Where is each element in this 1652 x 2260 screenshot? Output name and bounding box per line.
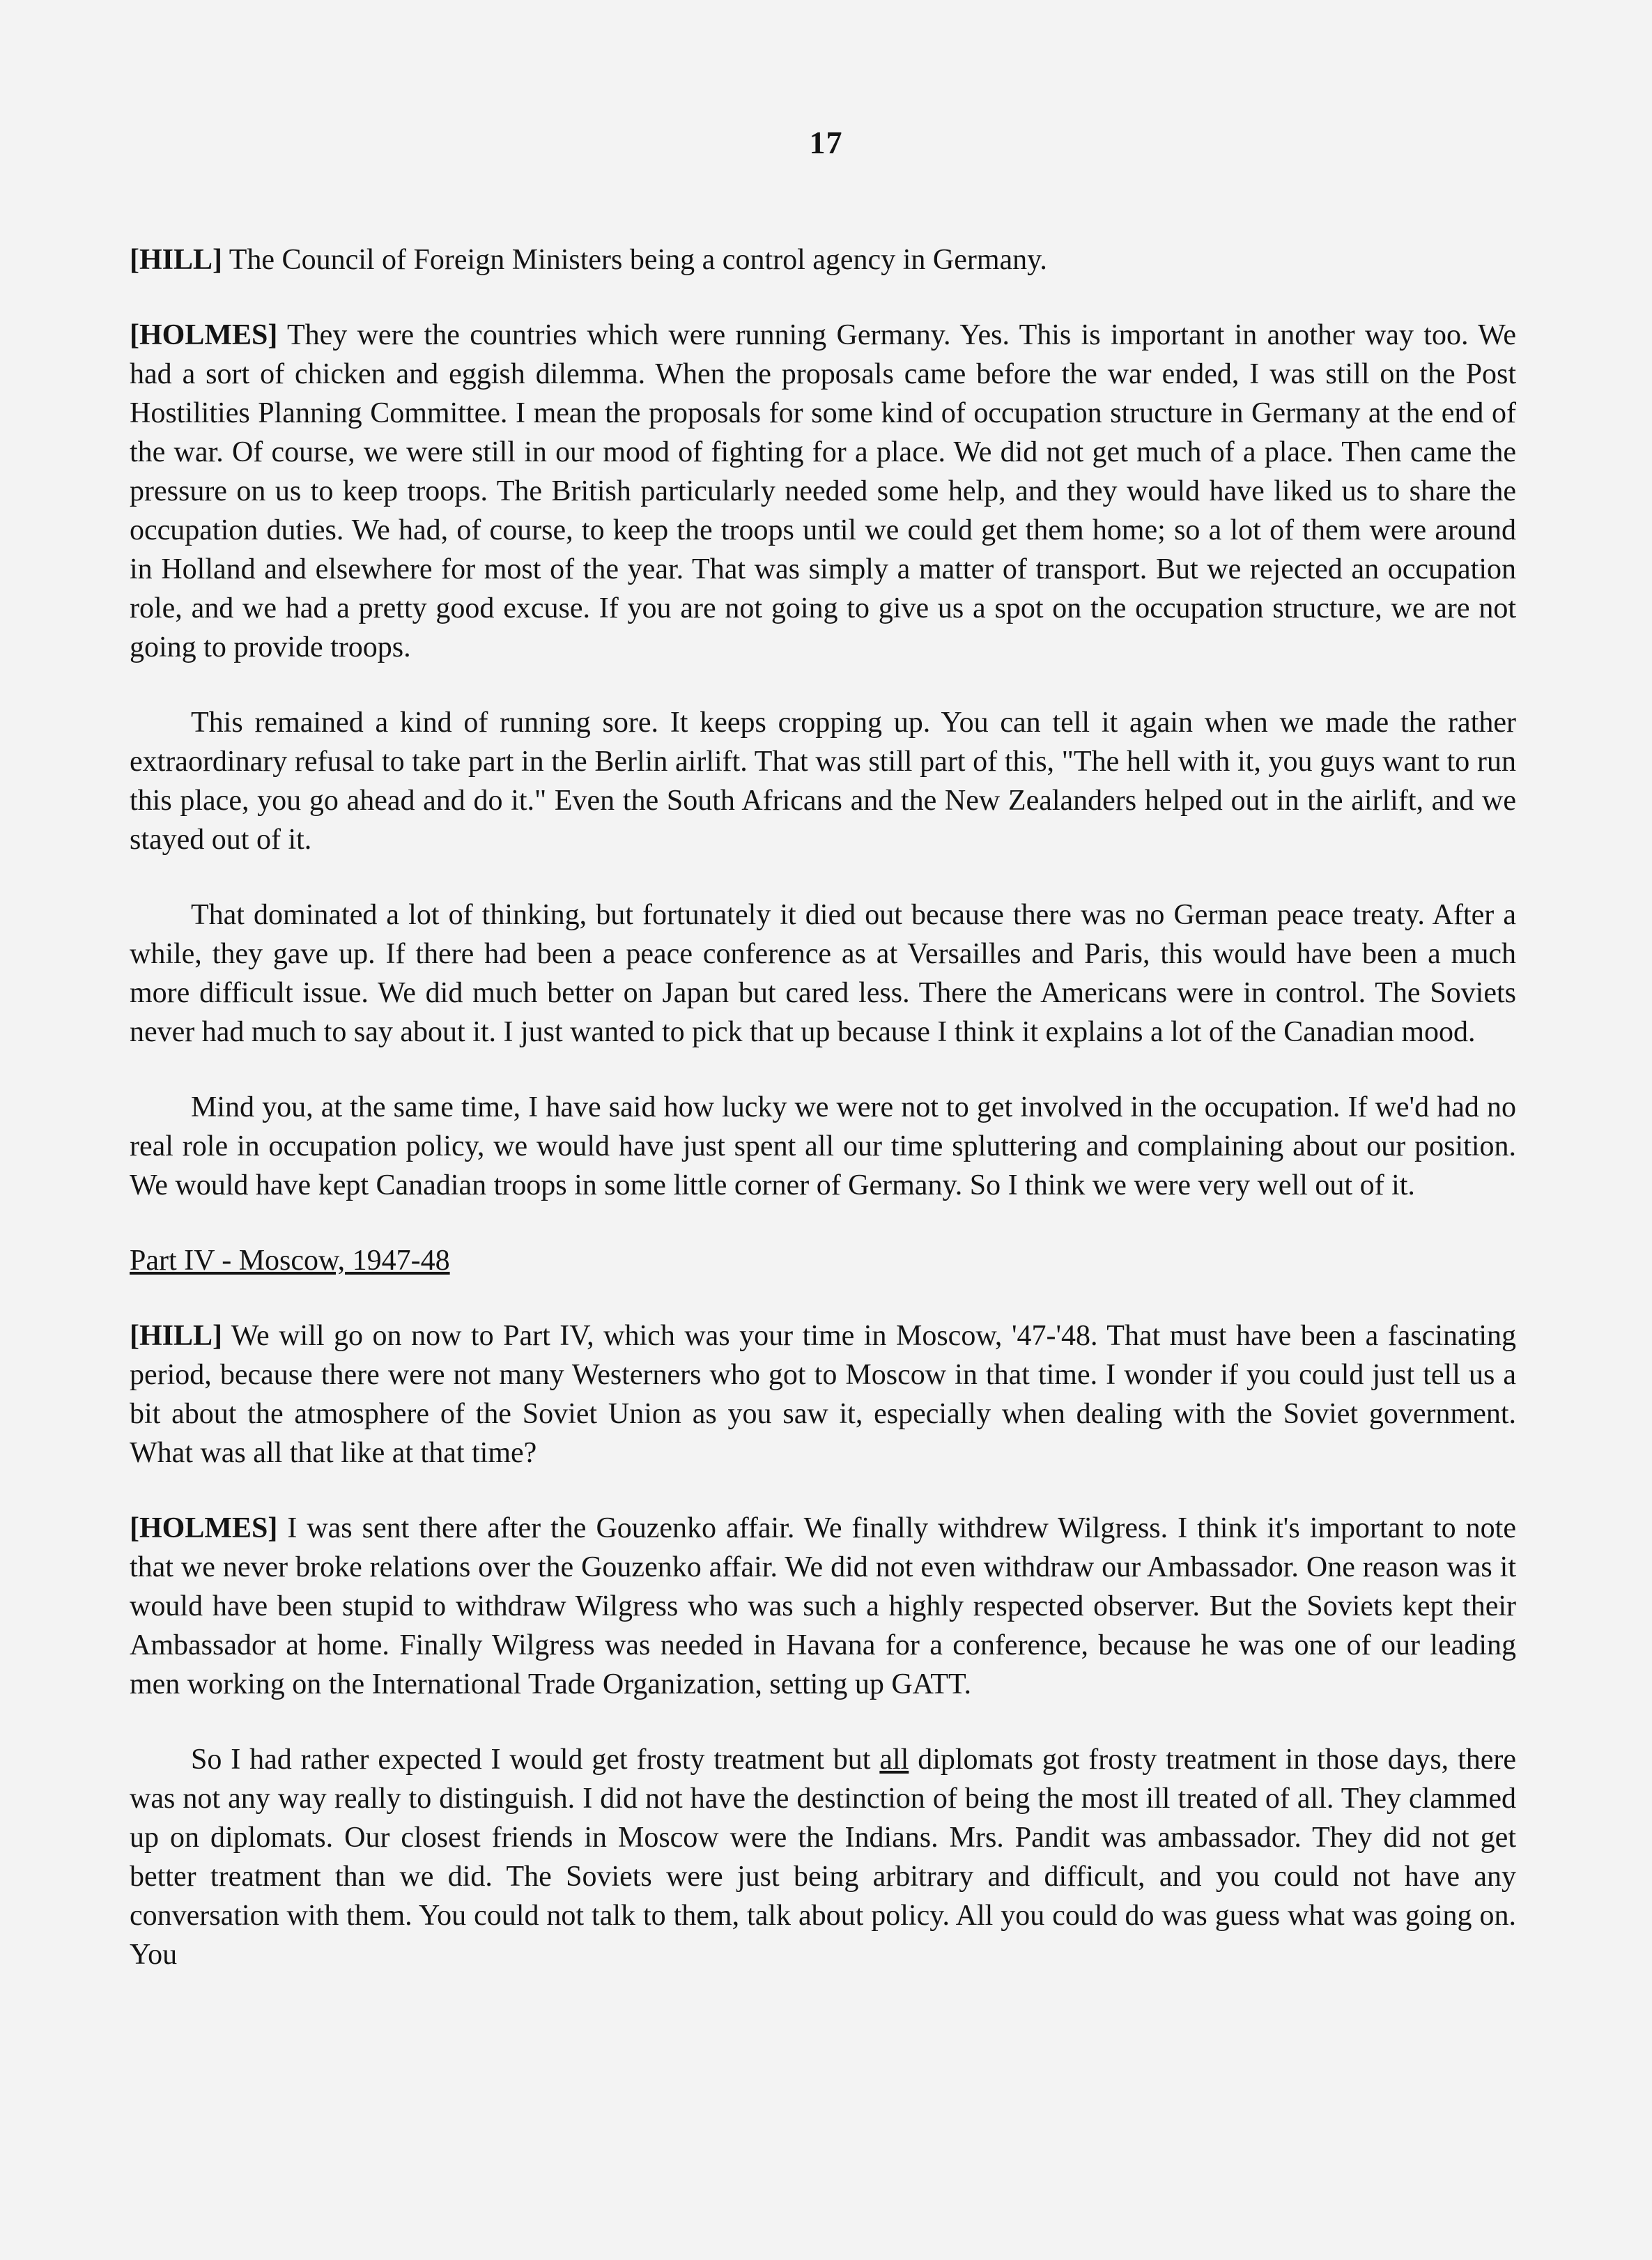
document-body <box>130 240 1516 2011</box>
paragraph-text: They were the countries which were running Germany. Yes. This is important in another way too. We had a sort of chicken and eggish dilemma. When the proposals came before the war ended, I was still on the Post Hostilities Planning Committee. I mean the proposals for some kind of occupation structure in Germany at the end of the war. Of course, we were still in our mood of fighting for a place. We did not get much of a place. Then came the pressure on us to keep troops. The British particularly needed some help, and they would have liked us to share the occupation duties. We had, of course, to keep the troops until we could get them home; so a lot of them were around in Holland and elsewhere for most of the year. That was simply a matter of transport. But we rejected an occupation role, and we had a pretty good excuse. If you are not going to give us a spot on the occupation structure, we are not going to provide troops. <box>130 319 1516 663</box>
paragraph-dominated-thinking <box>130 895 1516 1052</box>
paragraph-hill-2 <box>130 1316 1516 1473</box>
paragraph-holmes-2 <box>130 1509 1516 1704</box>
paragraph-text: I was sent there after the Gouzenko affair. We finally withdrew Wilgress. I think it's important to note that we never broke relations over the Gouzenko affair. We did not even withdraw our Ambassador. One reason was it would have been stupid to withdraw Wilgress who was such a highly respected observer. But the Soviets kept their Ambassador at home. Finally Wilgress was needed in Havana for a conference, because he was one of our leading men working on the International Trade Organization, setting up GATT. <box>130 1512 1516 1700</box>
paragraph-holmes-1 <box>130 316 1516 667</box>
underlined-word: all <box>879 1744 909 1776</box>
paragraph-hill-1 <box>130 240 1516 279</box>
paragraph-text: The Council of Foreign Ministers being a control agency in Germany. <box>222 244 1047 276</box>
paragraph-running-sore <box>130 703 1516 859</box>
speaker-label: [HOLMES] <box>130 319 278 351</box>
paragraph-text: So I had rather expected I would get frosty treatment but <box>191 1744 880 1776</box>
page-number: 17 <box>809 125 843 160</box>
paragraph-text: diplomats got frosty treatment in those days, there was not any way really to distinguish. I did not have the destinction of being the most ill treated of all. They clammed up on diplomats. Our closest friends in Moscow were the Indians. Mrs. Pandit was ambassador. They did not get better treatment than we did. The Soviets were just being arbitrary and difficult, and you could not have any conversation with them. You could not talk to them, talk about policy. All you could do was guess what was going on. You <box>130 1744 1517 1971</box>
paragraph-mind-you <box>130 1088 1516 1205</box>
paragraph-text: This remained a kind of running sore. It keeps cropping up. You can tell it again when we made the rather extraordinary refusal to take part in the Berlin airlift. That was still part of this, "The hell with it, you guys want to run this place, you go ahead and do it." Even the South Africans and the New Zealanders helped out in the airlift, and we stayed out of it. <box>130 707 1516 856</box>
speaker-label: [HILL] <box>130 1320 223 1352</box>
speaker-label: [HILL] <box>130 244 223 276</box>
paragraph-text: That dominated a lot of thinking, but fortunately it died out because there was no German peace treaty. After a while, they gave up. If there had been a peace conference as at Versailles and Paris, this would have been a much more difficult issue. We did much better on Japan but cared less. There the Americans were in control. The Soviets never had much to say about it. I just wanted to pick that up because I think it explains a lot of the Canadian mood. <box>130 899 1516 1048</box>
section-heading: Part IV - Moscow, 1947-48 <box>130 1245 450 1277</box>
paragraph-text: Mind you, at the same time, I have said how lucky we were not to get involved in the occupation. If we'd had no real role in occupation policy, we would have just spent all our time spluttering and complaining about our position. We would have kept Canadian troops in some little corner of Germany. So I think we were very well out of it. <box>130 1091 1516 1201</box>
paragraph-text: We will go on now to Part IV, which was your time in Moscow, '47-'48. That must have been a fascinating period, because there were not many Westerners who got to Moscow in that time. I wonder if you could just tell us a bit about the atmosphere of the Soviet Union as you saw it, especially when dealing with the Soviet government. What was all that like at that time? <box>130 1320 1516 1469</box>
speaker-label: [HOLMES] <box>130 1512 278 1544</box>
paragraph-frosty-treatment <box>130 1740 1516 1974</box>
